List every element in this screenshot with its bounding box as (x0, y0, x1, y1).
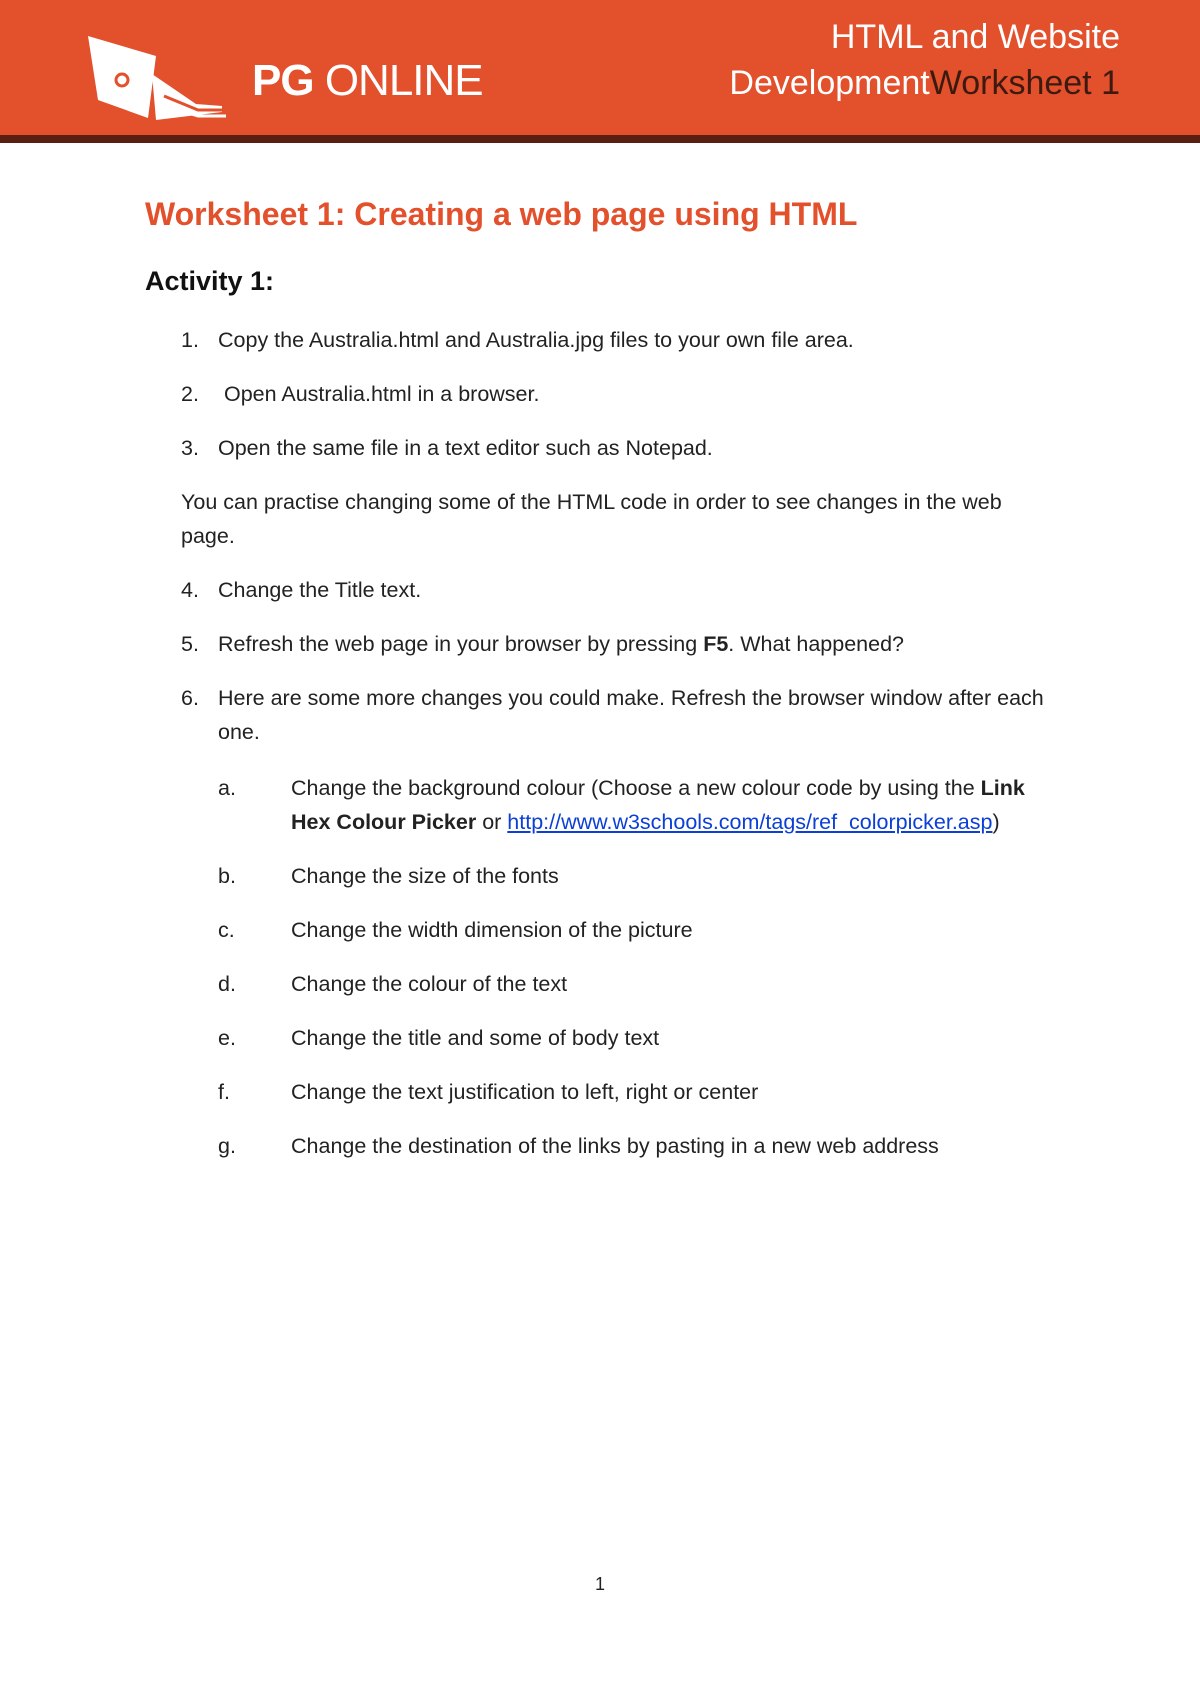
sub-letter: c. (218, 918, 235, 942)
header-title (729, 14, 1120, 106)
sub-text: Change the colour of the text (291, 972, 568, 996)
list-item-sub-c (218, 913, 1045, 947)
step-number: 4. (181, 578, 199, 602)
header-title-line2 (729, 60, 1120, 106)
list-item-step-4 (145, 573, 1045, 607)
key-f5: F5 (703, 632, 729, 656)
step-number: 6. (181, 686, 199, 710)
step-text: Copy the Australia.html and Australia.jpg files to your own file area. (218, 328, 854, 352)
page-header (0, 0, 1200, 135)
step-text: Refresh the web page in your browser by pressing (218, 632, 704, 656)
sub-text: Change the text justification to left, right or center (291, 1080, 759, 1104)
step-number: 5. (181, 632, 199, 656)
activity-heading: Activity 1: (145, 266, 275, 296)
steps-list-b (145, 573, 1045, 1163)
sub-text: Change the background colour (Choose a new colour code by using the (291, 776, 981, 800)
sub-text: Change the destination of the links by pasting in a new web address (291, 1134, 939, 1158)
brand-online: ONLINE (324, 56, 483, 105)
list-item-sub-g (218, 1129, 1045, 1163)
brand-logo-text (252, 56, 483, 106)
page-title: Worksheet 1: Creating a web page using HTML (145, 196, 858, 232)
header-title-line1: HTML and Website (830, 18, 1120, 56)
list-item-sub-e (218, 1021, 1045, 1055)
list-item-sub-b (218, 859, 1045, 893)
laptop-logo-icon (86, 34, 236, 129)
list-item-sub-a (218, 771, 1045, 839)
sub-text-mid: or (476, 810, 508, 834)
list-item-sub-d (218, 967, 1045, 1001)
brand-pg: PG (252, 56, 314, 105)
list-item-step-6 (145, 681, 1045, 1163)
sub-text: Change the size of the fonts (291, 864, 559, 888)
colorpicker-link[interactable]: http://www.w3schools.com/tags/ref_colorpicker.asp (507, 810, 993, 834)
sub-steps-list (218, 771, 1045, 1163)
header-title-worksheet: Worksheet 1 (929, 64, 1120, 102)
sub-letter: d. (218, 972, 236, 996)
sub-text: Change the title and some of body text (291, 1026, 660, 1050)
step-text: Open Australia.html in a browser. (218, 382, 540, 406)
step-number: 1. (181, 328, 199, 352)
sub-letter: a. (218, 776, 236, 800)
sub-text-after: ) (992, 810, 1000, 834)
step-text: Here are some more changes you could make. Refresh the browser window after each one. (218, 686, 1044, 744)
list-item-step-1 (145, 323, 1045, 357)
sub-text: Change the width dimension of the picture (291, 918, 693, 942)
sub-letter: f. (218, 1080, 230, 1104)
list-item-step-3 (145, 431, 1045, 465)
step-text: Open the same file in a text editor such as Notepad. (218, 436, 713, 460)
list-item-sub-f (218, 1075, 1045, 1109)
step-number: 3. (181, 436, 199, 460)
step-number: 2. (181, 382, 199, 406)
page-number: 1 (594, 1574, 605, 1594)
sub-letter: b. (218, 864, 236, 888)
instruction-paragraph: You can practise changing some of the HTML code in order to see changes in the web page. (181, 490, 1002, 548)
step-text-after: . What happened? (728, 632, 905, 656)
worksheet-content (145, 196, 1045, 1183)
sub-letter: g. (218, 1134, 236, 1158)
list-item-step-2 (145, 377, 1045, 411)
header-title-development: Development (729, 64, 930, 102)
list-item-step-5 (145, 627, 1045, 661)
step-text: Change the Title text. (218, 578, 422, 602)
sub-letter: e. (218, 1026, 236, 1050)
header-divider (0, 135, 1200, 143)
steps-list-a (145, 323, 1045, 465)
link-hex-colour-picker: Link Hex Colour Picker (291, 776, 1025, 834)
